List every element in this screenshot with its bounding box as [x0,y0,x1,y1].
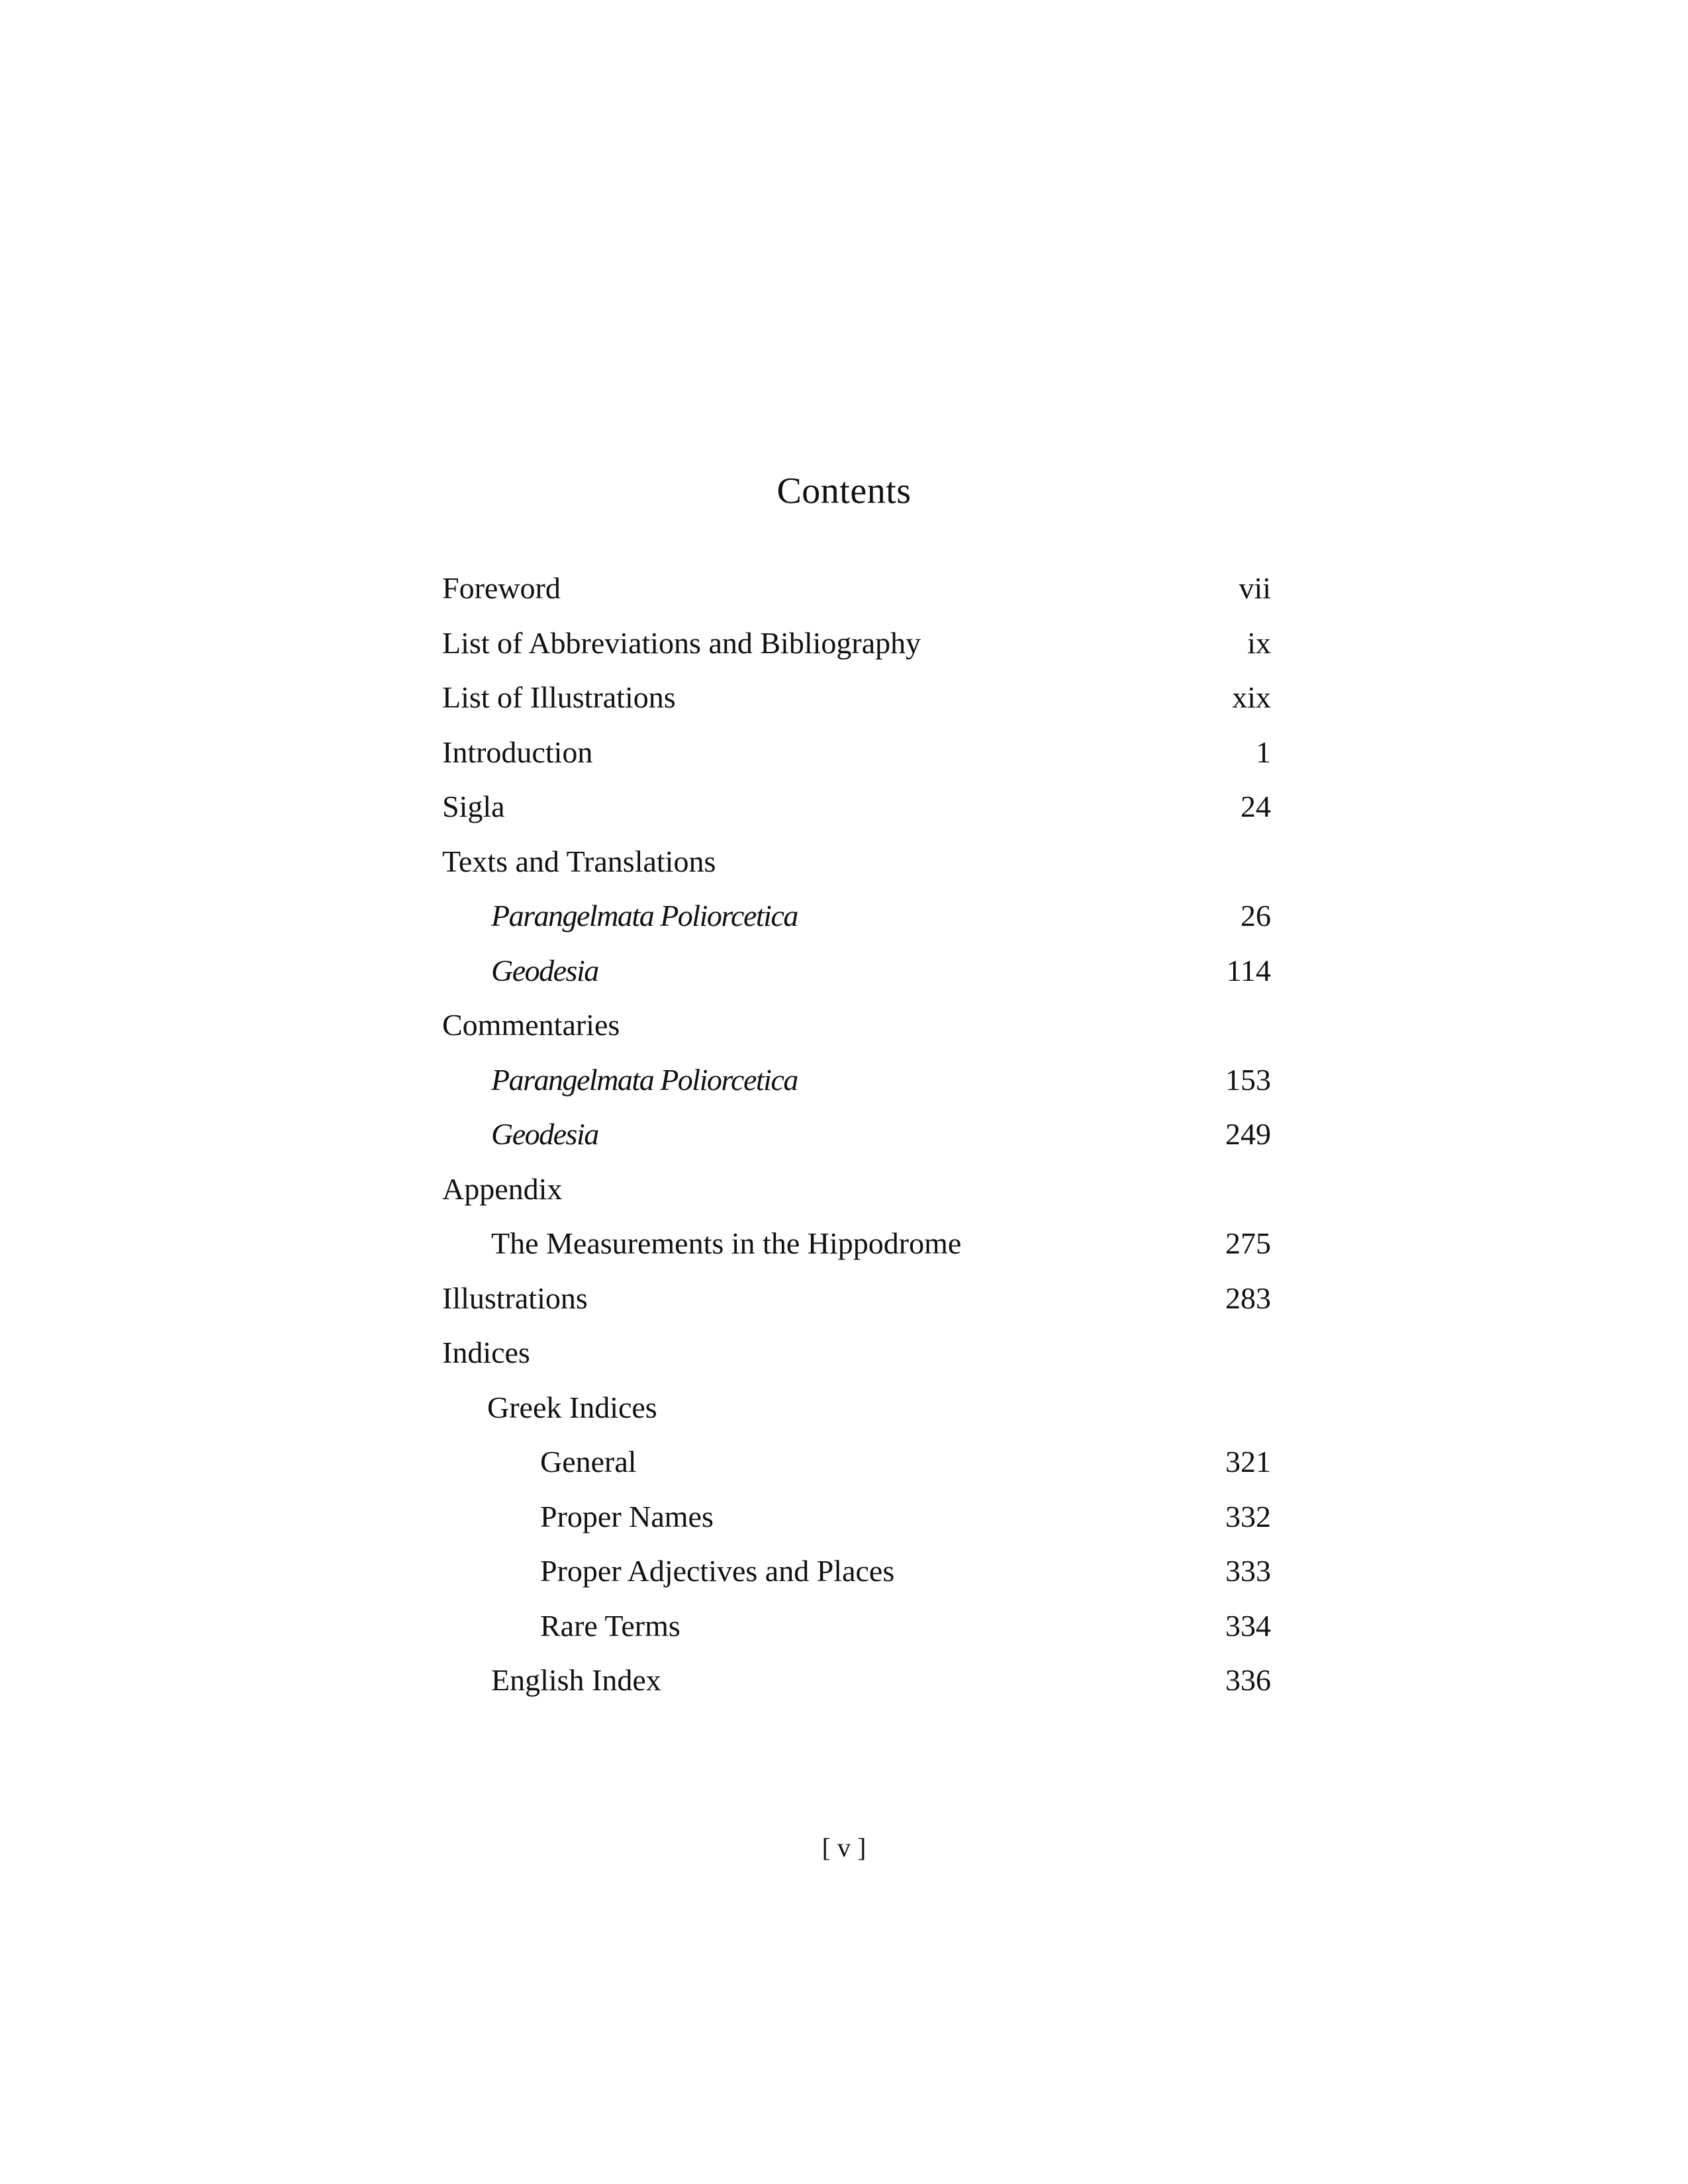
toc-entry-label: Appendix [442,1171,563,1206]
toc-entry-page: 249 [1225,1117,1271,1151]
toc-entry-label: Sigla [442,790,505,823]
toc-section-commentaries [442,998,1271,1053]
toc-entry-label: Introduction [442,735,593,769]
toc-entry-label: English Index [491,1663,661,1697]
toc-entry-label: List of Abbreviations and Bibliography [442,625,921,660]
toc-entry-label: Greek Indices [487,1390,657,1424]
toc-entry-foreword [442,561,1271,616]
toc-entry-introduction [442,725,1271,780]
toc-entry-page: 275 [1225,1226,1271,1260]
toc-entry-label: Parangelmata Poliorcetica [491,1062,798,1097]
toc-entry-page: 321 [1225,1445,1271,1479]
toc-entry-abbreviations [442,616,1271,671]
toc-entry-label: Foreword [442,571,561,605]
toc-subentry-english-index [442,1653,1271,1708]
table-of-contents [442,561,1271,1708]
toc-subentry-geodesia-text [442,944,1271,999]
toc-entry-page: xix [1232,680,1271,714]
toc-entry-label: Texts and Translations [442,844,716,878]
toc-entry-label: Indices [442,1336,530,1369]
toc-entry-label: Proper Names [540,1499,714,1533]
toc-entry-list-of-illustrations [442,670,1271,725]
toc-entry-page: 114 [1226,953,1271,987]
toc-entry-page: 333 [1225,1554,1271,1588]
toc-subentry-rare-terms [442,1599,1271,1654]
toc-entry-page: 26 [1241,899,1271,933]
toc-subentry-geodesia-commentary [442,1107,1271,1162]
toc-entry-label: Rare Terms [540,1608,680,1643]
toc-entry-label: General [540,1445,637,1479]
toc-entry-page: 334 [1225,1608,1271,1643]
toc-entry-label: Geodesia [491,953,598,987]
toc-entry-illustrations [442,1271,1271,1326]
toc-section-appendix [442,1162,1271,1217]
toc-entry-page: 336 [1225,1663,1271,1697]
toc-subentry-proper-names [442,1490,1271,1545]
toc-entry-page: ix [1247,625,1271,660]
toc-section-texts-and-translations [442,835,1271,889]
toc-entry-page: 283 [1225,1281,1271,1315]
toc-entry-page: 1 [1256,735,1271,769]
toc-entry-label: Geodesia [491,1117,598,1151]
toc-entry-label: Commentaries [442,1008,620,1042]
toc-entry-label: Illustrations [442,1281,588,1315]
toc-entry-page: 332 [1225,1499,1271,1533]
page-number-folio: [ v ] [821,1833,867,1862]
toc-entry-page: vii [1239,571,1271,605]
toc-subentry-general [442,1435,1271,1490]
toc-section-indices [442,1326,1271,1381]
toc-subentry-parangelmata-text [442,889,1271,944]
toc-subsection-greek-indices [442,1381,1271,1435]
toc-subentry-parangelmata-commentary [442,1053,1271,1108]
toc-subentry-proper-adjectives [442,1544,1271,1599]
toc-entry-page: 153 [1225,1062,1271,1097]
toc-entry-sigla [442,780,1271,835]
page-title: Contents [776,471,912,512]
toc-entry-page: 24 [1241,790,1271,823]
toc-entry-label: Proper Adjectives and Places [540,1554,895,1588]
toc-subentry-hippodrome [442,1216,1271,1271]
toc-entry-label: The Measurements in the Hippodrome [491,1226,962,1260]
toc-entry-label: Parangelmata Poliorcetica [491,899,798,933]
toc-entry-label: List of Illustrations [442,680,676,714]
